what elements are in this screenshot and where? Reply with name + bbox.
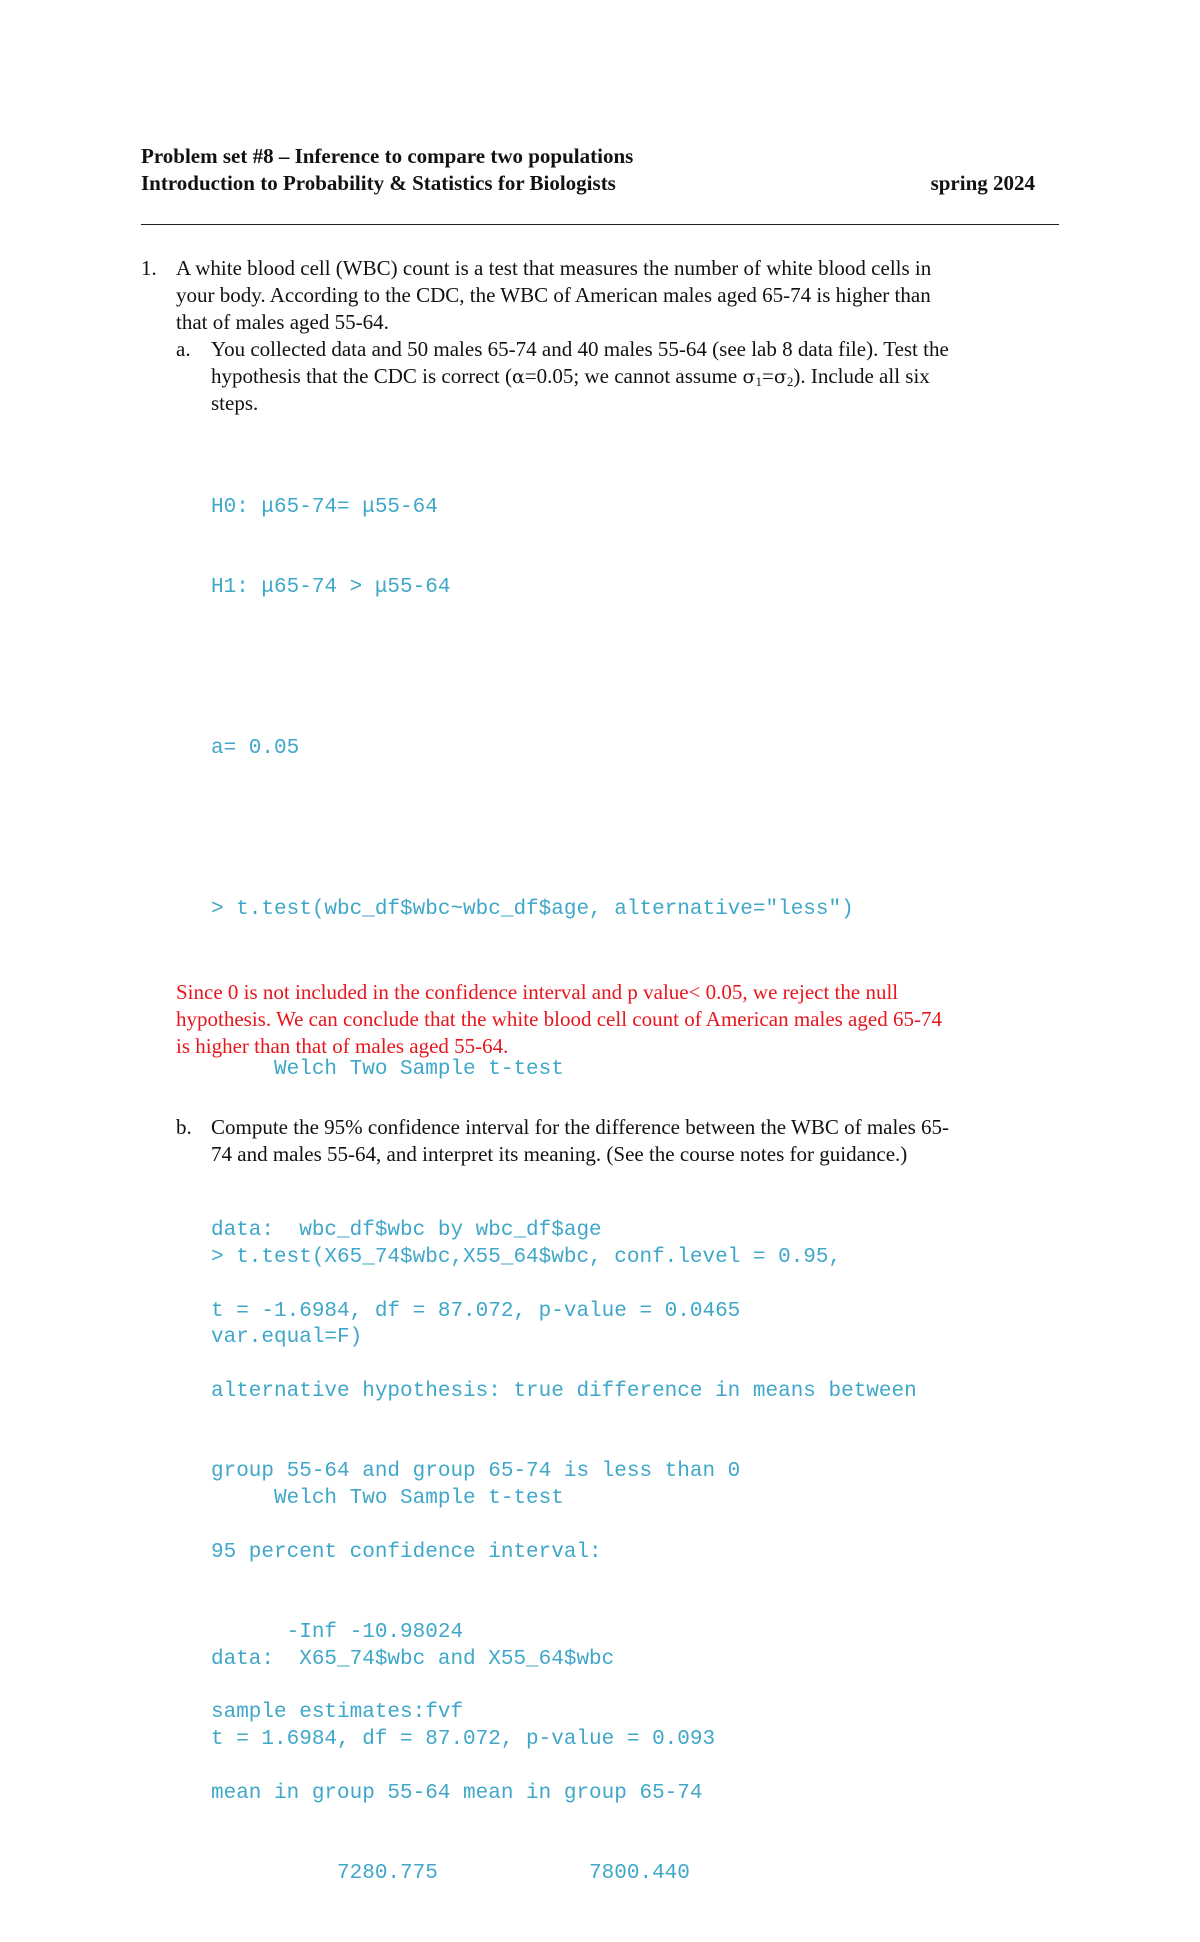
problem-set-title: Problem set #8 – Inference to compare two populations <box>141 144 634 168</box>
conclusion-line-1: Since 0 is not included in the confidence interval and p value< 0.05, we reject the null <box>176 980 899 1004</box>
question-text-line-3: that of males aged 55-64. <box>176 310 389 334</box>
question-text-line-1: A white blood cell (WBC) count is a test that measures the number of white blood cells in <box>176 256 932 280</box>
code-line: Welch Two Sample t-test <box>211 1486 564 1510</box>
part-b-text-line-1: Compute the 95% confidence interval for the difference between the WBC of males 65- <box>211 1115 950 1139</box>
part-b-code-block <box>211 1191 841 1807</box>
code-line <box>211 1566 841 1593</box>
question-number: 1. <box>141 256 157 280</box>
code-line: data: wbc_df$wbc by wbc_df$age <box>211 1219 602 1243</box>
code-line: H0: μ65-74= μ55-64 <box>211 495 438 519</box>
code-line: > t.test(wbc_df$wbc~wbc_df$age, alternative="less") <box>211 897 854 921</box>
code-line: alternative hypothesis: true difference in means between <box>211 1379 917 1403</box>
header-divider <box>141 224 1059 225</box>
part-a-text-line-3: steps. <box>211 391 259 415</box>
code-line: var.equal=F) <box>211 1325 363 1349</box>
code-line: mean in group 55-64 mean in group 65-74 <box>211 1781 703 1805</box>
course-title: Introduction to Probability & Statistics for Biologists <box>141 171 616 195</box>
question-text-line-2: your body. According to the CDC, the WBC of American males aged 65-74 is higher than <box>176 283 931 307</box>
part-a-text-line-1: You collected data and 50 males 65-74 and 40 males 55-64 (see lab 8 data file). Test the <box>211 337 949 361</box>
term-label: spring 2024 <box>930 171 1035 195</box>
conclusion-line-2: hypothesis. We can conclude that the white blood cell count of American males aged 65-74 <box>176 1007 942 1031</box>
code-line: group 55-64 and group 65-74 is less than 0 <box>211 1460 741 1484</box>
code-line: data: X65_74$wbc and X55_64$wbc <box>211 1647 615 1671</box>
conclusion-line-3: is higher than that of males aged 55-64. <box>176 1034 509 1058</box>
part-b-label: b. <box>176 1115 192 1139</box>
code-line: 7280.775 7800.440 <box>211 1862 690 1886</box>
code-line: t = -1.6984, df = 87.072, p-value = 0.0465 <box>211 1299 741 1323</box>
code-line: 95 percent confidence interval: <box>211 1540 602 1564</box>
code-line: a= 0.05 <box>211 736 300 760</box>
code-line <box>211 1405 841 1432</box>
code-line: > t.test(X65_74$wbc,X55_64$wbc, conf.level = 0.95, <box>211 1245 842 1269</box>
code-line: t = 1.6984, df = 87.072, p-value = 0.093 <box>211 1727 716 1751</box>
sigma-2-symbol: σ <box>773 366 787 388</box>
part-a-text-line-2: hypothesis that the CDC is correct (α=0.05; we cannot assume $\sigma_1=\sigma_2$). Include all six <box>211 364 930 389</box>
alpha-symbol: α <box>511 366 525 388</box>
code-line <box>211 816 917 843</box>
code-line: Welch Two Sample t-test <box>211 1058 564 1082</box>
code-line <box>211 655 917 682</box>
part-b-text-line-2: 74 and males 55-64, and interpret its meaning. (See the course notes for guidance.) <box>211 1142 908 1166</box>
code-line: -Inf -10.98024 <box>211 1621 464 1645</box>
code-line: sample estimates:fvf <box>211 1701 464 1725</box>
code-line: H1: μ65-74 > μ55-64 <box>211 575 451 599</box>
part-a-label: a. <box>176 337 191 361</box>
sigma-1-symbol: σ <box>742 366 756 388</box>
